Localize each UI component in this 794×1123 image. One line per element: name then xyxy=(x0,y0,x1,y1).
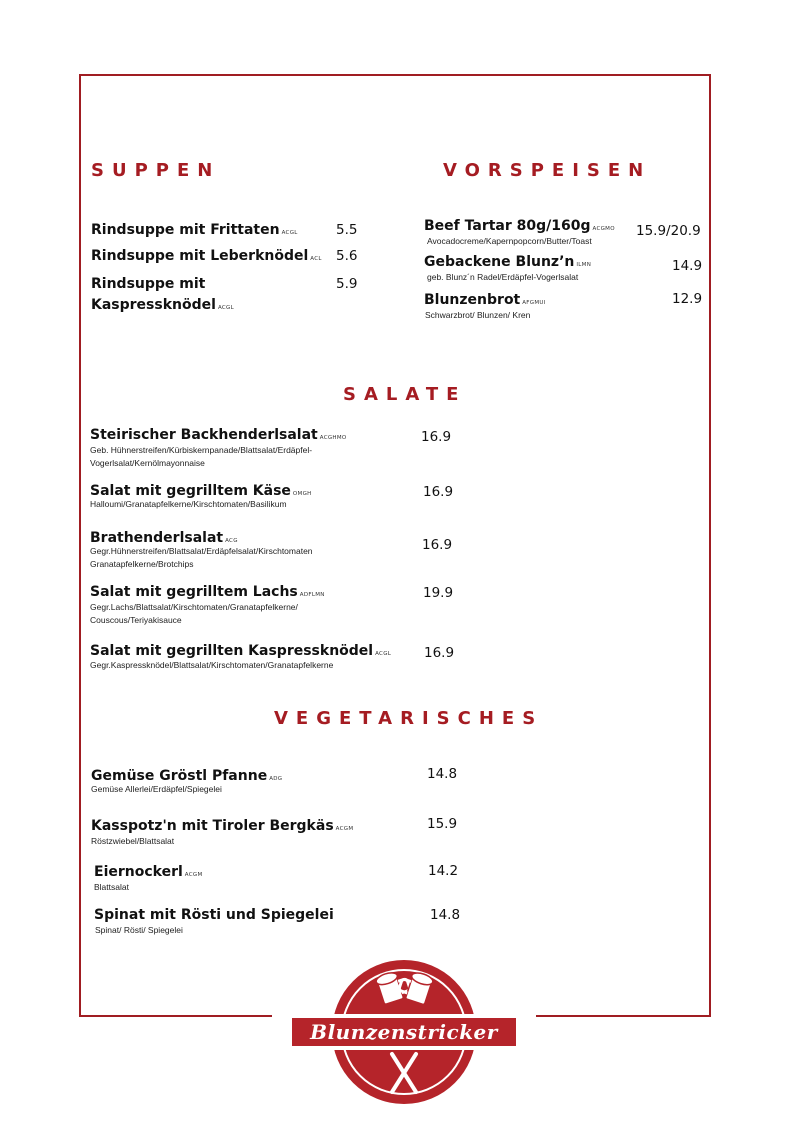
veg-price-spinat: 14.8 xyxy=(430,907,461,923)
veg-price-kasspotzn: 15.9 xyxy=(427,816,458,832)
salate-price-kaese: 16.9 xyxy=(423,484,454,500)
salate-price-lachs: 19.9 xyxy=(423,585,454,601)
vorspeisen-item-blunzenbrot: Blunzenbrot AFGMUI xyxy=(424,292,546,308)
suppen-item-leberknoedel: Rindsuppe mit Leberknödel ACL xyxy=(91,248,322,264)
vegetarisches-heading: VEGETARISCHES xyxy=(274,708,544,729)
salate-item-kaese: Salat mit gegrilltem Käse OMGH xyxy=(90,483,312,499)
suppen-heading: SUPPEN xyxy=(91,160,221,181)
salate-item-brathenderl: Brathenderlsalat ACG xyxy=(90,530,238,546)
salate-desc-lachs: Gegr.Lachs/Blattsalat/Kirschtomaten/Granatapfelkerne/ Couscous/Teriyakisauce xyxy=(90,602,298,625)
salate-item-backhenderl: Steirischer Backhenderlsalat ACGHMO xyxy=(90,427,347,443)
veg-item-kasspotzn: Kasspotz'n mit Tiroler Bergkäs ACGM xyxy=(91,818,354,834)
veg-desc-groestl: Gemüse Allerlei/Erdäpfel/Spiegelei xyxy=(91,784,222,794)
vorspeisen-desc-blunzenbrot: Schwarzbrot/ Blunzen/ Kren xyxy=(425,310,531,320)
salate-desc-kaese: Halloumi/Granatapfelkerne/Kirschtomaten/Basilikum xyxy=(90,499,287,509)
logo-wordmark: Blunzenstricker xyxy=(310,1020,498,1044)
salate-desc-backhenderl: Geb. Hühnerstreifen/Kürbiskernpanade/Blattsalat/Erdäpfel-Vogerlsalat/Kernölmayonnaise xyxy=(90,445,313,468)
vorspeisen-desc-blunzn: geb. Blunz´n Radel/Erdäpfel-Vogerlsalat xyxy=(427,272,579,282)
salate-item-lachs: Salat mit gegrilltem Lachs ADFLMN xyxy=(90,584,325,600)
salate-price-kaspressknoedel: 16.9 xyxy=(424,645,455,661)
salate-item-kaspressknoedel: Salat mit gegrillten Kaspressknödel ACGL xyxy=(90,643,392,659)
vorspeisen-price-beef-tartar: 15.9/20.9 xyxy=(636,223,701,239)
vorspeisen-price-blunzenbrot: 12.9 xyxy=(672,291,703,307)
veg-item-groestl: Gemüse Gröstl Pfanne ADG xyxy=(91,768,283,784)
suppen-price-leberknoedel: 5.6 xyxy=(336,248,358,264)
vorspeisen-price-blunzn: 14.9 xyxy=(672,258,703,274)
vorspeisen-desc-beef-tartar: Avocadocreme/Kapernpopcorn/Butter/Toast xyxy=(427,236,592,246)
salate-price-backhenderl: 16.9 xyxy=(421,429,452,445)
veg-price-eiernockerl: 14.2 xyxy=(428,863,459,879)
veg-desc-eiernockerl: Blattsalat xyxy=(94,882,129,892)
salate-desc-brathenderl: Gegr.Hühnerstreifen/Blattsalat/Erdäpfelsalat/Kirschtomaten Granatapfelkerne/Brotchips xyxy=(90,546,313,569)
vorspeisen-item-beef-tartar: Beef Tartar 80g/160g ACGMO xyxy=(424,218,615,234)
suppen-item-frittaten: Rindsuppe mit Frittaten ACGL xyxy=(91,222,298,238)
vorspeisen-item-blunzn: Gebackene Blunz’n ILMN xyxy=(424,254,592,270)
vorspeisen-heading: VORSPEISEN xyxy=(443,160,652,181)
suppen-price-frittaten: 5.5 xyxy=(336,222,358,238)
veg-item-eiernockerl: Eiernockerl ACGM xyxy=(94,864,203,880)
veg-price-groestl: 14.8 xyxy=(427,766,458,782)
veg-desc-spinat: Spinat/ Rösti/ Spiegelei xyxy=(95,925,183,935)
suppen-item-kaspressknoedel: Rindsuppe mit Kaspressknödel ACGL xyxy=(91,276,234,313)
salate-price-brathenderl: 16.9 xyxy=(422,537,453,553)
salate-heading: SALATE xyxy=(343,384,467,405)
veg-desc-kasspotzn: Röstzwiebel/Blattsalat xyxy=(91,836,175,846)
suppen-price-kaspressknoedel: 5.9 xyxy=(336,276,358,292)
veg-item-spinat: Spinat mit Rösti und Spiegelei xyxy=(94,907,334,923)
salate-desc-kaspressknoedel: Gegr.Kaspressknödel/Blattsalat/Kirschtomaten/Granatapfelkerne xyxy=(90,660,334,670)
